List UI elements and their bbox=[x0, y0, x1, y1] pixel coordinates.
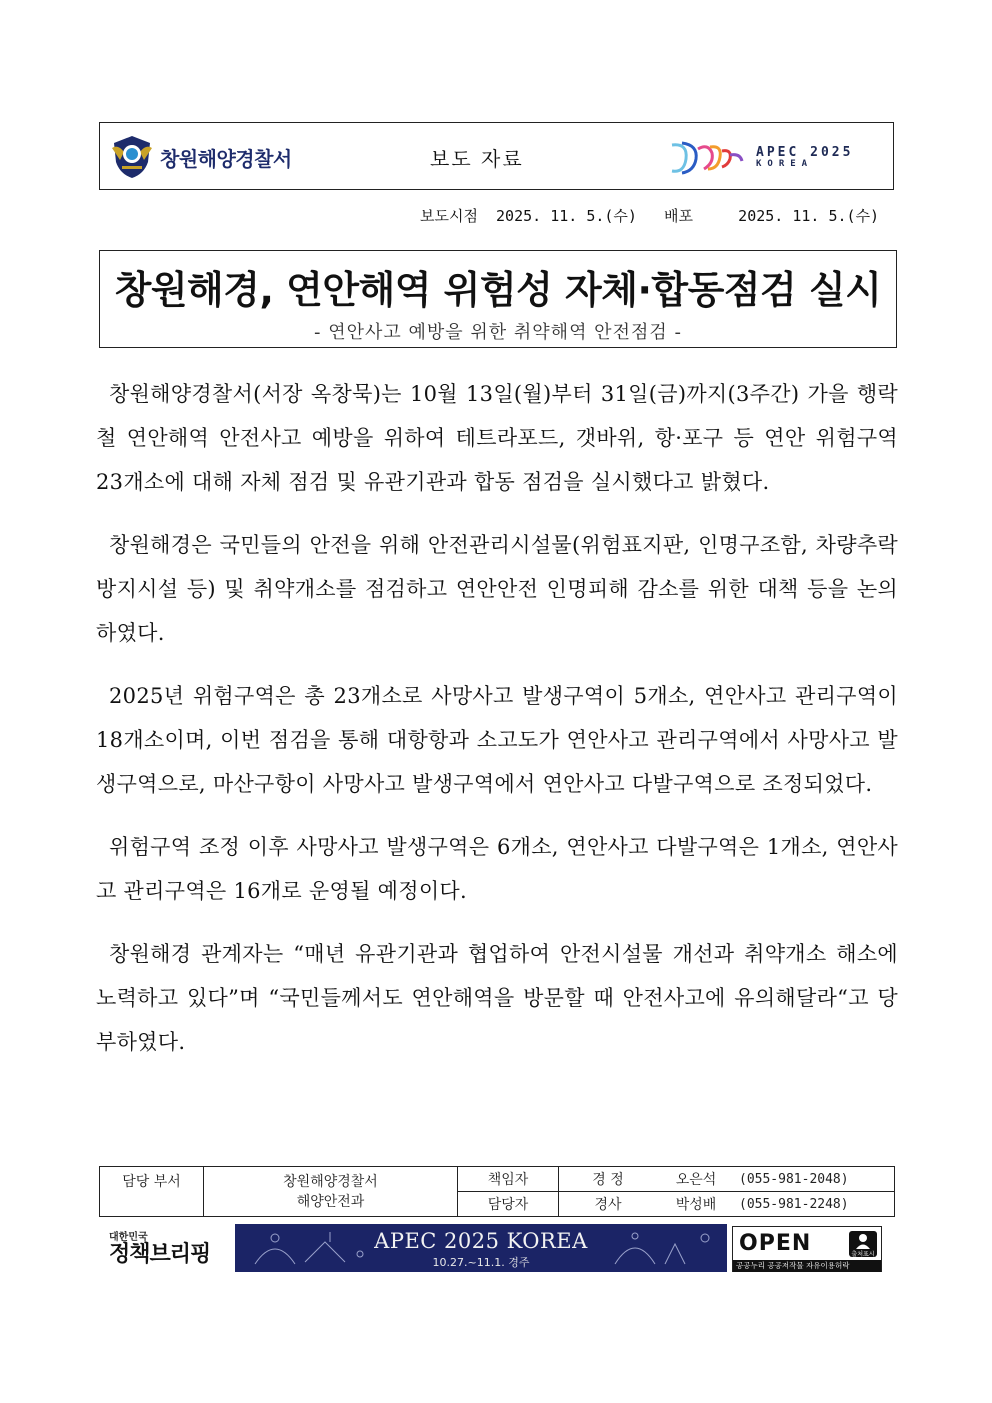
body-paragraph: 창원해경은 국민들의 안전을 위해 안전관리시설물(위험표지판, 인명구조함, 차량추락방지시설 등) 및 취약개소를 점검하고 연안안전 인명피해 감소를 위한 대책 등을 논의하였다. bbox=[96, 533, 898, 645]
release-dateline: 보도시점 2025. 11. 5.(수) 배포 2025. 11. 5.(수) bbox=[420, 207, 880, 225]
briefing-title: 정책브리핑 bbox=[109, 1242, 211, 1267]
press-release-header bbox=[99, 122, 894, 190]
attribution-label: 출처표시 bbox=[851, 1251, 875, 1258]
open-license-badge bbox=[732, 1226, 882, 1272]
banner-dates: 10.27.~11.1. 경주 bbox=[432, 1256, 530, 1269]
open-license-word: OPEN bbox=[739, 1231, 812, 1256]
dept-name-line2: 해양안전과 bbox=[296, 1193, 365, 1210]
headline: 창원해경, 연안해역 위험성 자체·합동점검 실시 bbox=[114, 268, 882, 312]
apec-banner bbox=[235, 1224, 727, 1272]
article-body bbox=[96, 372, 898, 1083]
apec-logo-subtitle: KOREA bbox=[756, 159, 814, 170]
dept-name bbox=[204, 1167, 458, 1217]
body-paragraph: 2025년 위험구역은 총 23개소로 사망사고 발생구역이 5개소, 연안사고 관리구역이 18개소이며, 이번 점검을 통해 대항항과 소고도가 연안사고 관리구역에서 사망사고 발생구역으로, 마산구항이 사망사고 발생구역에서 연안사고 다발구역으로 조정되었다. bbox=[96, 684, 898, 796]
contact-name: 박성배 bbox=[657, 1192, 735, 1217]
contact-rank: 경 정 bbox=[559, 1167, 658, 1192]
org-logo bbox=[110, 133, 320, 181]
coast-guard-emblem-icon bbox=[110, 134, 154, 180]
org-name: 창원해양경찰서 bbox=[160, 146, 292, 171]
policy-briefing-logo bbox=[109, 1228, 234, 1272]
contact-phone: (055-981-2048) bbox=[735, 1167, 895, 1192]
apec-logo bbox=[668, 137, 888, 179]
release-label: 보도 자료 bbox=[430, 147, 524, 171]
contact-phone: (055-981-2248) bbox=[735, 1192, 895, 1217]
contact-name: 오은석 bbox=[657, 1167, 735, 1192]
body-paragraph: 창원해양경찰서(서장 옥창묵)는 10월 13일(월)부터 31일(금)까지(3주간) 가을 행락철 연안해역 안전사고 예방을 위하여 테트라포드, 갯바위, 항·포구 등 연안 위험구역 23개소에 대해 자체 점검 및 유관기관과 합동 점검을 실시했다고 밝혔다. bbox=[96, 382, 898, 494]
apec-logo-title: APEC 2025 bbox=[756, 145, 854, 161]
body-paragraph: 위험구역 조정 이후 사망사고 발생구역은 6개소, 연안사고 다발구역은 1개소, 연안사고 관리구역은 16개로 운영될 예정이다. bbox=[96, 835, 898, 903]
contact-table bbox=[99, 1166, 895, 1217]
table-row bbox=[100, 1167, 895, 1192]
dept-label: 담당 부서 bbox=[100, 1167, 204, 1217]
title-box bbox=[99, 250, 897, 348]
dept-name-line1: 창원해양경찰서 bbox=[283, 1173, 378, 1190]
banner-title: APEC 2025 KOREA bbox=[374, 1229, 588, 1253]
open-license-caption: 공공누리 공공저작물 자유이용허락 bbox=[736, 1261, 850, 1270]
subheadline: - 연안사고 예방을 위한 취약해역 안전점검 - bbox=[314, 322, 682, 343]
contact-rank: 경사 bbox=[559, 1192, 658, 1217]
contact-role: 책임자 bbox=[458, 1167, 559, 1192]
contact-role: 담당자 bbox=[458, 1192, 559, 1217]
apec-wave-icon bbox=[668, 139, 748, 177]
briefing-country: 대한민국 bbox=[109, 1232, 148, 1243]
body-paragraph: 창원해경 관계자는 “매년 유관기관과 협업하여 안전시설물 개선과 취약개소 해소에 노력하고 있다”며 “국민들께서도 연안해역을 방문할 때 안전사고에 유의해달라“고 당부하였다. bbox=[96, 942, 898, 1054]
